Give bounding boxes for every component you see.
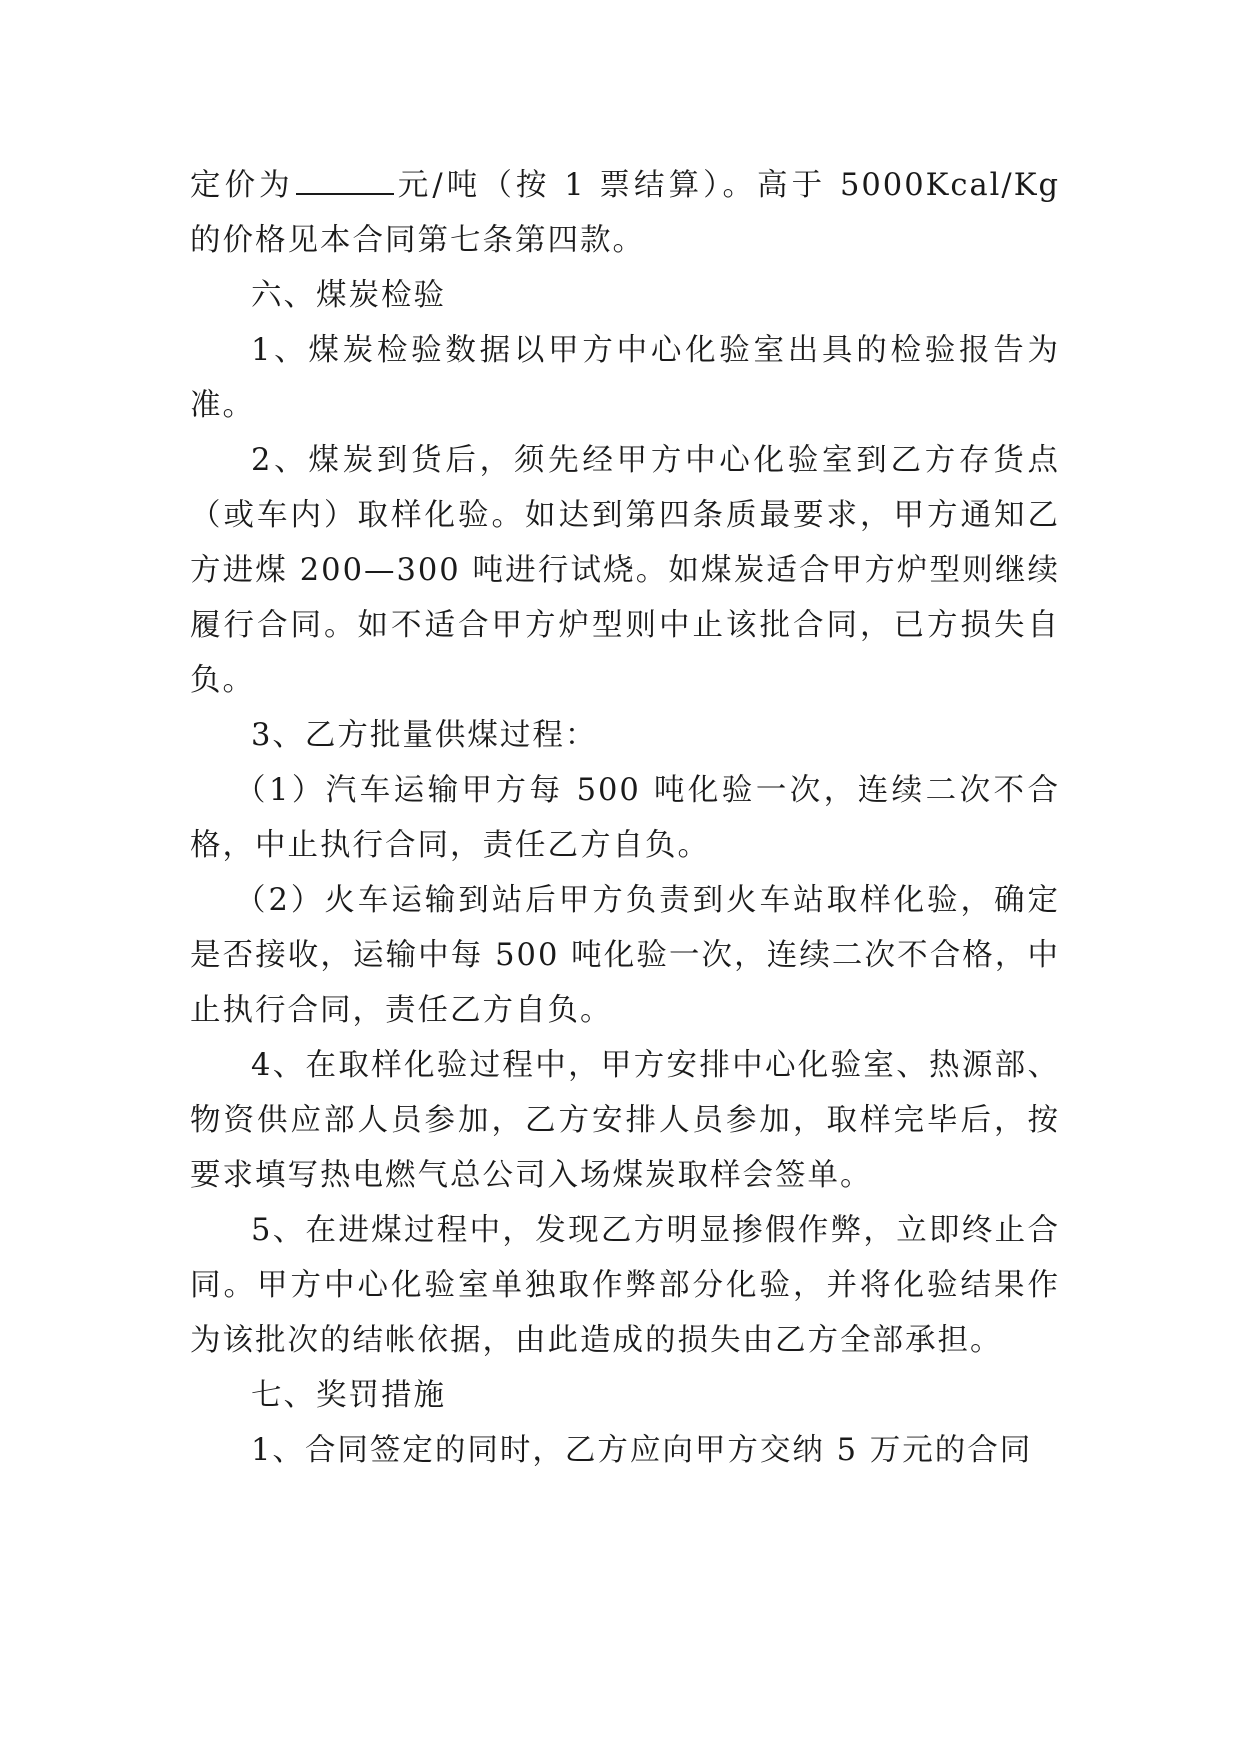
contract-text-body (190, 158, 1060, 1478)
price-paragraph (190, 158, 1060, 268)
section-6-item-2: 2、煤炭到货后，须先经甲方中心化验室到乙方存货点（或车内）取样化验。如达到第四条质最要求，甲方通知乙方进煤 200—300 吨进行试烧。如煤炭适合甲方炉型则继续履行合同。如不适合甲方炉型则中止该批合同，已方损失自负。 (190, 443, 1060, 698)
price-text-after-blank: 元/吨（按 1 票结算）。高于 5000Kcal/Kg 的价格见本合同第七条第四款。 (190, 168, 1060, 258)
price-blank-line (296, 167, 394, 195)
section-6-heading: 六、煤炭检验 (251, 278, 446, 313)
price-text-before-blank: 定价为 (190, 168, 294, 203)
section-7-heading: 七、奖罚措施 (251, 1378, 446, 1413)
section-6-item-3-sub-2: （2）火车运输到站后甲方负责到火车站取样化验，确定是否接收，运输中每 500 吨化验一次，连续二次不合格，中止执行合同，责任乙方自负。 (190, 883, 1060, 1028)
section-6-item-1: 1、煤炭检验数据以甲方中心化验室出具的检验报告为准。 (190, 333, 1060, 423)
section-7-item-1: 1、合同签定的同时，乙方应向甲方交纳 5 万元的合同 (251, 1433, 1033, 1468)
section-6-item-3-sub-1: （1）汽车运输甲方每 500 吨化验一次，连续二次不合格，中止执行合同，责任乙方自负。 (190, 773, 1060, 863)
section-6-item-5: 5、在进煤过程中，发现乙方明显掺假作弊，立即终止合同。甲方中心化验室单独取作弊部分化验，并将化验结果作为该批次的结帐依据，由此造成的损失由乙方全部承担。 (190, 1213, 1060, 1358)
section-6-item-4: 4、在取样化验过程中，甲方安排中心化验室、热源部、物资供应部人员参加，乙方安排人员参加，取样完毕后，按要求填写热电燃气总公司入场煤炭取样会签单。 (190, 1048, 1060, 1193)
section-6-item-3: 3、乙方批量供煤过程： (251, 718, 598, 753)
